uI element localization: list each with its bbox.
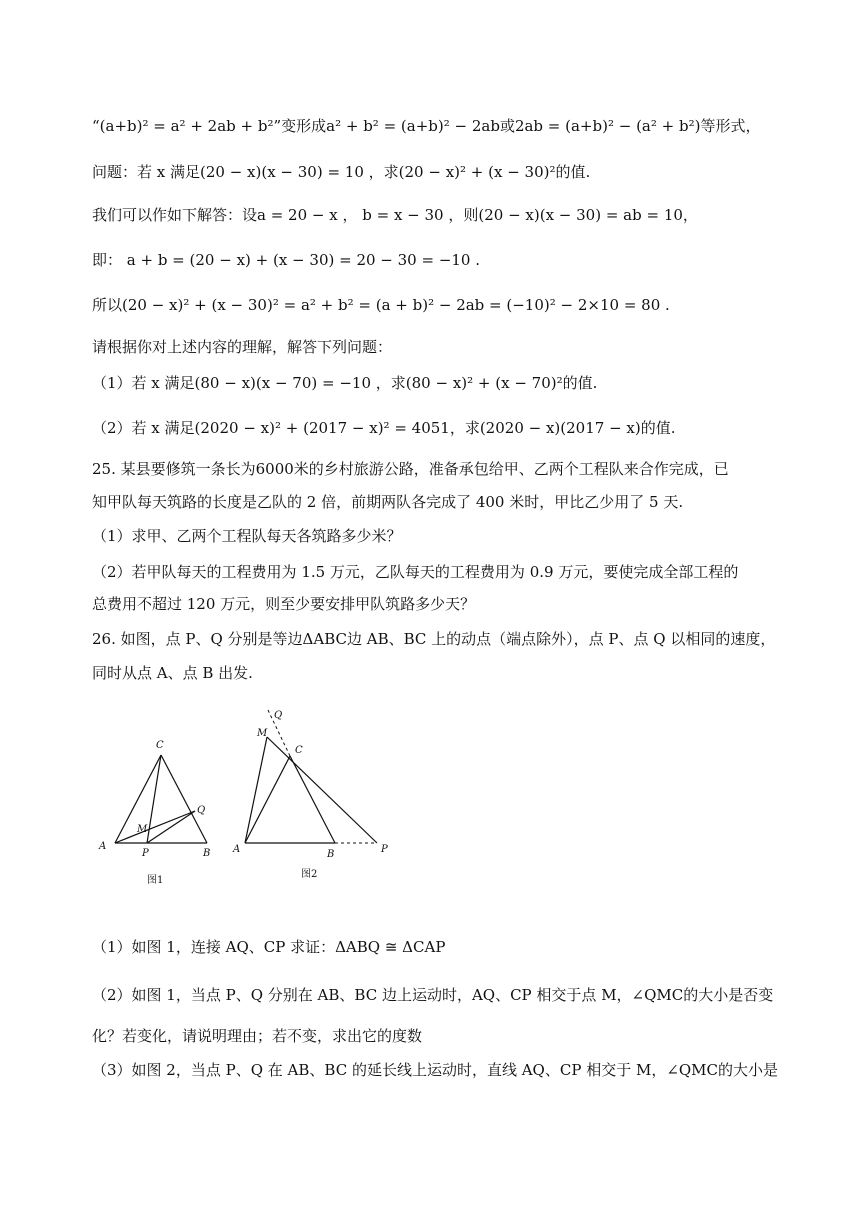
text-line-4: 即： a + b = (20 − x) + (x − 30) = 20 − 30 = −10 . <box>92 251 481 269</box>
fig1-label-P: P <box>142 848 149 859</box>
fig1-label-Q: Q <box>197 805 206 816</box>
text-line-6: 请根据你对上述内容的理解，解答下列问题： <box>92 338 393 356</box>
problem-25-part-1: （1）求甲、乙两个工程队每天各筑路多少米？ <box>92 527 402 545</box>
problem-26-line-1: 26. 如图，点 P、Q 分别是等边ΔABC边 AB、BC 上的动点（端点除外），点 P、点 Q 以相同的速度， <box>92 630 776 648</box>
text-line-1: “(a+b)² = a² + 2ab + b²”变形成a² + b² = (a+b)² − 2ab或2ab = (a+b)² − (a² + b²)等形式， <box>92 117 761 135</box>
fig1-label-M: M <box>137 824 148 835</box>
fig2-label-M: M <box>257 728 268 739</box>
question-1: （1）若 x 满足(80 − x)(x − 70) = −10 ，求(80 − x)² + (x − 70)²的值. <box>92 374 598 392</box>
problem-25-part-2-line-2: 总费用不超过 120 万元，则至少要安排甲队筑路多少天？ <box>92 595 476 613</box>
problem-26-part-3: （3）如图 2，当点 P、Q 在 AB、BC 的延长线上运动时，直线 AQ、CP 相交于 M，∠QMC的大小是 <box>92 1061 779 1079</box>
problem-25-part-2-line-1: （2）若甲队每天的工程费用为 1.5 万元，乙队每天的工程费用为 0.9 万元，要使完成全部工程的 <box>92 563 739 581</box>
problem-25-line-1: 25. 某县要修筑一条长为6000米的乡村旅游公路，准备承包给甲、乙两个工程队来合作完成，已 <box>92 460 729 478</box>
problem-25-line-2: 知甲队每天筑路的长度是乙队的 2 倍，前期两队各完成了 400 米时，甲比乙少用了 5 天. <box>92 493 684 511</box>
text-line-2: 问题：若 x 满足(20 − x)(x − 30) = 10 ，求(20 − x)² + (x − 30)²的值. <box>92 163 591 181</box>
fig1-label-C: C <box>156 740 164 751</box>
fig1-label-A: A <box>99 841 107 852</box>
fig1-label-B: B <box>203 848 211 859</box>
fig1-caption: 图1 <box>147 875 164 886</box>
text-line-3: 我们可以作如下解答：设a = 20 − x ， b = x − 30 ，则(20 − x)(x − 30) = ab = 10， <box>92 206 698 224</box>
problem-26-line-2: 同时从点 A、点 B 出发. <box>92 664 253 682</box>
fig2-label-B: B <box>327 849 335 860</box>
figure-2 <box>225 700 400 885</box>
problem-26-part-2-line-1: （2）如图 1，当点 P、Q 分别在 AB、BC 边上运动时，AQ、CP 相交于点 M，∠QMC的大小是否变 <box>92 986 774 1004</box>
fig2-caption: 图2 <box>301 869 318 880</box>
fig2-label-P: P <box>381 844 388 855</box>
fig2-label-A: A <box>233 844 241 855</box>
question-2: （2）若 x 满足(2020 − x)² + (2017 − x)² = 4051，求(2020 − x)(2017 − x)的值. <box>92 419 676 437</box>
fig2-label-Q: Q <box>274 710 283 721</box>
text-line-5: 所以(20 − x)² + (x − 30)² = a² + b² = (a + b)² − 2ab = (−10)² − 2×10 = 80 . <box>92 296 670 314</box>
problem-26-part-1: （1）如图 1，连接 AQ、CP 求证：ΔABQ ≅ ΔCAP <box>92 938 446 956</box>
fig2-label-C: C <box>295 745 303 756</box>
problem-26-part-2-line-2: 化？若变化，请说明理由；若不变，求出它的度数 <box>92 1027 423 1045</box>
figure-1 <box>95 735 225 890</box>
